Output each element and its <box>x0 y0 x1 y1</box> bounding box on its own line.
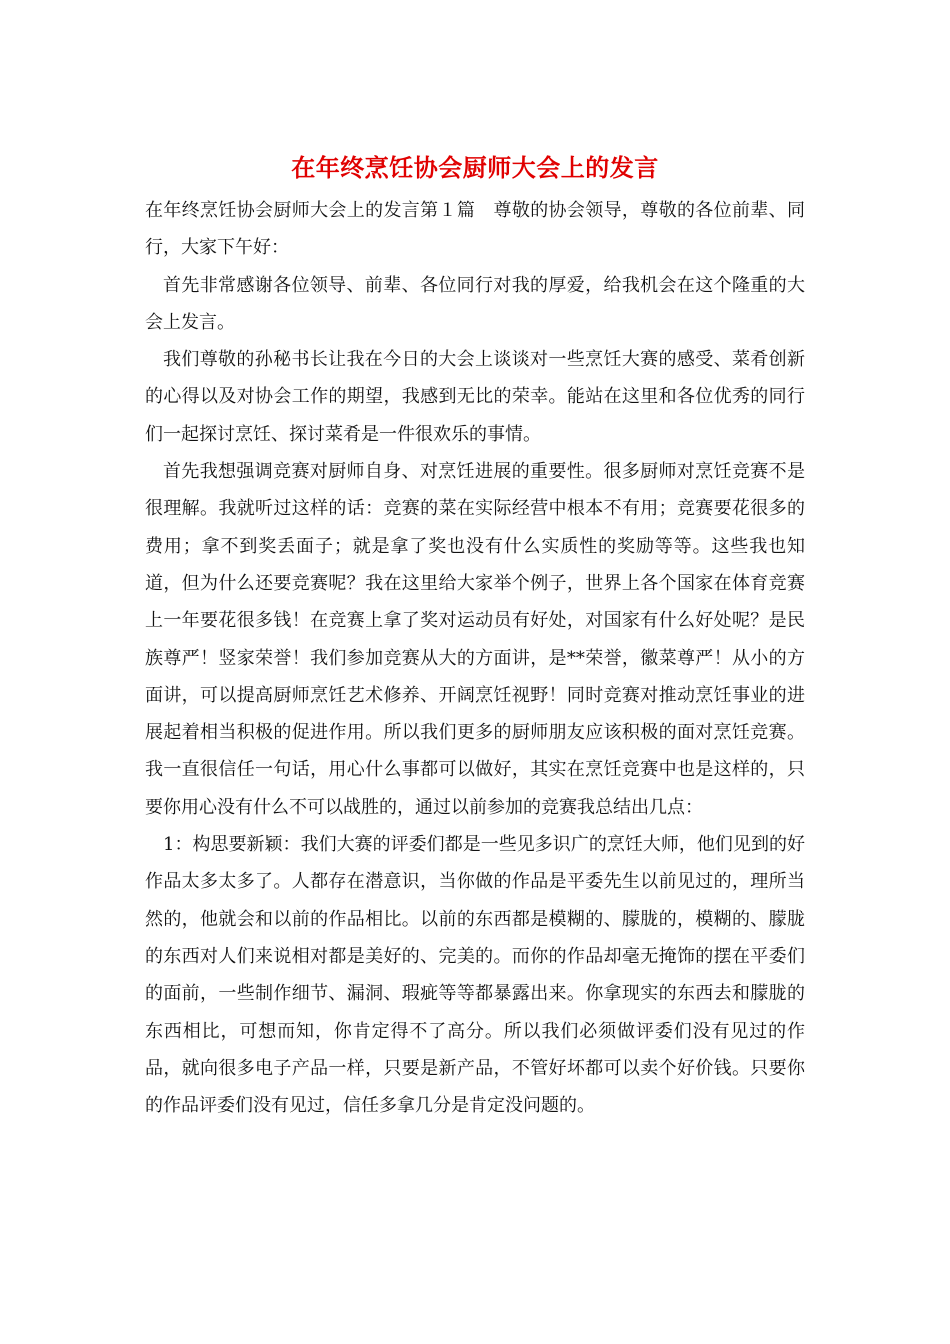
paragraph-thanks: 首先非常感谢各位领导、前辈、各位同行对我的厚爱，给我机会在这个隆重的大会上发言。 <box>145 274 805 333</box>
paragraph-point-1: 1：构思要新颖：我们大赛的评委们都是一些见多识广的烹饪大师，他们见到的好作品太多太多了。人都存在潜意识，当你做的作品是平委先生以前见过的，理所当然的，他就会和以前的作品相比。以前的东西都是模糊的、朦胧的，模糊的、朦胧的东西对人们来说相对都是美好的、完美的。而你的作品却毫无掩饰的摆在平委们的面前，一些制作细节、漏洞、瑕疵等等都暴露出来。你拿现实的东西去和朦胧的东西相比，可想而知，你肯定得不了高分。所以我们必须做评委们没有见过的作品，就向很多电子产品一样，只要是新产品，不管好坏都可以卖个好价钱。只要你的作品评委们没有见过，信任多拿几分是肯定没问题的。 <box>145 834 805 1117</box>
document-title: 在年终烹饪协会厨师大会上的发言 <box>291 153 659 182</box>
document-page <box>145 148 805 1124</box>
paragraph-competition-importance: 首先我想强调竞赛对厨师自身、对烹饪进展的重要性。很多厨师对烹饪竞赛不是很理解。我就听过这样的话：竞赛的菜在实际经营中根本不有用；竞赛要花很多的费用；拿不到奖丢面子；就是拿了奖也没有什么实质性的奖励等等。这些我也知道，但为什么还要竞赛呢？我在这里给大家举个例子，世界上各个国家在体育竞赛上一年要花很多钱！在竞赛上拿了奖对运动员有好处，对国家有什么好处呢？是民族尊严！竖家荣誉！我们参加竞赛从大的方面讲，是**荣誉，徽菜尊严！从小的方面讲，可以提高厨师烹饪艺术修养、开阔烹饪视野！同时竞赛对推动烹饪事业的进展起着相当积极的促进作用。所以我们更多的厨师朋友应该积极的面对烹饪竞赛。我一直很信任一句话，用心什么事都可以做好，其实在烹饪竞赛中也是这样的，只要你用心没有什么不可以战胜的，通过以前参加的竞赛我总结出几点： <box>145 461 805 818</box>
paragraph-opening: 在年终烹饪协会厨师大会上的发言第１篇 尊敬的协会领导，尊敬的各位前辈、同行，大家下午好： <box>145 200 805 259</box>
paragraph-honor: 我们尊敬的孙秘书长让我在今日的大会上谈谈对一些烹饪大赛的感受、菜肴创新的心得以及对协会工作的期望，我感到无比的荣幸。能站在这里和各位优秀的同行们一起探讨烹饪、探讨菜肴是一件很欢乐的事情。 <box>145 349 805 445</box>
